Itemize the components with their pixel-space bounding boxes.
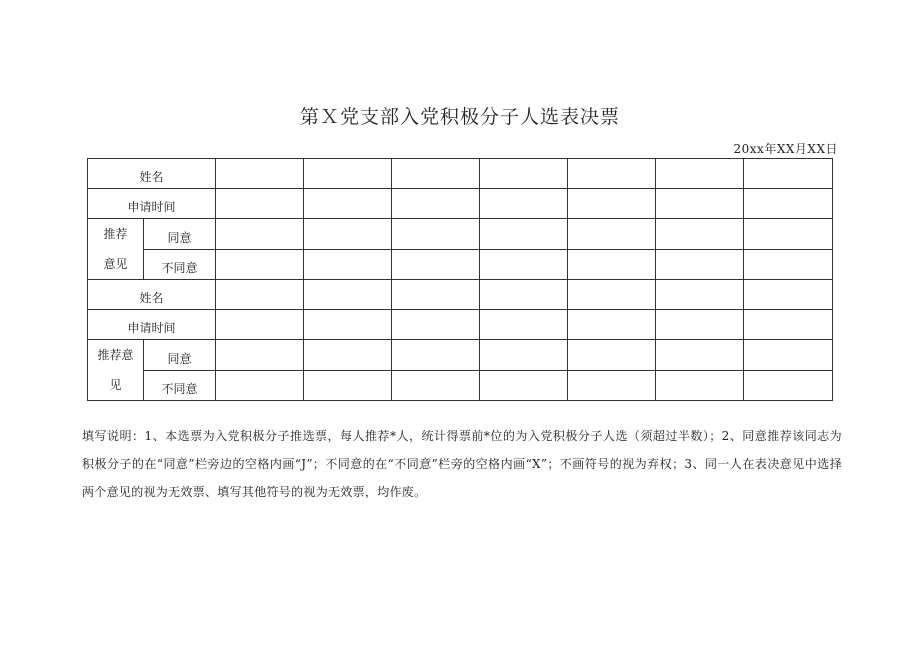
- apply-time-field[interactable]: [392, 310, 480, 340]
- name-field[interactable]: [744, 159, 833, 189]
- disagree-vote-cell[interactable]: [480, 370, 568, 401]
- disagree-vote-cell[interactable]: [656, 249, 744, 280]
- disagree-vote-cell[interactable]: [392, 249, 480, 280]
- apply-time-label: 申请时间: [127, 200, 176, 214]
- disagree-vote-cell[interactable]: [568, 370, 656, 401]
- apply-time-label: 申请时间: [127, 321, 176, 335]
- name-field[interactable]: [216, 280, 304, 310]
- disagree-vote-cell[interactable]: [304, 370, 392, 401]
- agree-vote-cell[interactable]: [744, 340, 833, 371]
- disagree-label-cell: [144, 370, 216, 401]
- name-field[interactable]: [480, 159, 568, 189]
- name-field[interactable]: [392, 280, 480, 310]
- agree-vote-cell[interactable]: [216, 219, 304, 250]
- recommendation-label-line1: 推荐意: [97, 348, 134, 362]
- agree-vote-cell[interactable]: [392, 219, 480, 250]
- disagree-vote-cell[interactable]: [304, 249, 392, 280]
- agree-label: 同意: [167, 230, 192, 245]
- agree-vote-cell[interactable]: [480, 340, 568, 371]
- name-field[interactable]: [744, 280, 833, 310]
- recommendation-label-line2: 意见: [103, 257, 128, 271]
- name-field[interactable]: [392, 159, 480, 189]
- disagree-label-cell: [144, 249, 216, 280]
- disagree-vote-cell[interactable]: [216, 370, 304, 401]
- apply-time-field[interactable]: [480, 310, 568, 340]
- disagree-vote-cell[interactable]: [744, 249, 833, 280]
- recommendation-label: [88, 340, 144, 401]
- table-row: [88, 249, 833, 280]
- recommendation-label-line1: 推荐: [103, 227, 128, 241]
- agree-label-cell: [144, 219, 216, 250]
- apply-time-field[interactable]: [656, 310, 744, 340]
- disagree-label: 不同意: [161, 261, 198, 275]
- apply-time-field[interactable]: [216, 310, 304, 340]
- table-row: [88, 189, 833, 219]
- agree-vote-cell[interactable]: [568, 340, 656, 371]
- name-field[interactable]: [656, 280, 744, 310]
- apply-time-field[interactable]: [744, 310, 833, 340]
- name-label-cell: [88, 280, 216, 310]
- apply-time-field[interactable]: [744, 189, 833, 219]
- table-row: [88, 159, 833, 189]
- disagree-vote-cell[interactable]: [480, 249, 568, 280]
- ballot-date: 20xx年XX月XX日: [733, 142, 838, 156]
- apply-time-field[interactable]: [568, 310, 656, 340]
- agree-label: 同意: [167, 351, 192, 366]
- agree-vote-cell[interactable]: [744, 219, 833, 250]
- name-field[interactable]: [480, 280, 568, 310]
- name-field[interactable]: [216, 159, 304, 189]
- apply-time-label-cell: [88, 310, 216, 340]
- agree-label-cell: [144, 340, 216, 371]
- disagree-vote-cell[interactable]: [392, 370, 480, 401]
- agree-vote-cell[interactable]: [480, 219, 568, 250]
- name-label: 姓名: [139, 170, 164, 184]
- agree-vote-cell[interactable]: [656, 219, 744, 250]
- disagree-vote-cell[interactable]: [216, 249, 304, 280]
- name-field[interactable]: [304, 159, 392, 189]
- instructions-note: 填写说明：1、本选票为入党积极分子推选票，每人推荐*人，统计得票前*位的为入党积极分子人选（须超过半数）；2、同意推荐该同志为积极分子的在“同意”栏旁边的空格内画“J”；不同意的在“不同意”栏旁的空格内画“X”；不画符号的视为弃权；3、同一人在表决意见中选择两个意见的视为无效票、填写其他符号的视为无效票，均作废。: [82, 429, 842, 499]
- agree-vote-cell[interactable]: [216, 340, 304, 371]
- table-row: [88, 280, 833, 310]
- name-field[interactable]: [656, 159, 744, 189]
- disagree-vote-cell[interactable]: [744, 370, 833, 401]
- agree-vote-cell[interactable]: [304, 219, 392, 250]
- ballot-title: 第Ｘ党支部入党积极分子人选表决票: [299, 106, 620, 128]
- recommendation-label: [88, 219, 144, 280]
- ballot-table: [87, 158, 833, 401]
- table-row: [88, 370, 833, 401]
- apply-time-field[interactable]: [656, 189, 744, 219]
- agree-vote-cell[interactable]: [656, 340, 744, 371]
- apply-time-field[interactable]: [304, 310, 392, 340]
- apply-time-field[interactable]: [568, 189, 656, 219]
- table-row: [88, 219, 833, 250]
- name-label: 姓名: [139, 291, 164, 305]
- agree-vote-cell[interactable]: [568, 219, 656, 250]
- agree-vote-cell[interactable]: [304, 340, 392, 371]
- apply-time-field[interactable]: [216, 189, 304, 219]
- disagree-label: 不同意: [161, 382, 198, 396]
- apply-time-field[interactable]: [480, 189, 568, 219]
- disagree-vote-cell[interactable]: [656, 370, 744, 401]
- table-row: [88, 310, 833, 340]
- disagree-vote-cell[interactable]: [568, 249, 656, 280]
- recommendation-label-line2: 见: [109, 378, 122, 392]
- name-field[interactable]: [568, 280, 656, 310]
- apply-time-field[interactable]: [392, 189, 480, 219]
- name-field[interactable]: [568, 159, 656, 189]
- apply-time-label-cell: [88, 189, 216, 219]
- name-label-cell: [88, 159, 216, 189]
- apply-time-field[interactable]: [304, 189, 392, 219]
- agree-vote-cell[interactable]: [392, 340, 480, 371]
- name-field[interactable]: [304, 280, 392, 310]
- table-row: [88, 340, 833, 371]
